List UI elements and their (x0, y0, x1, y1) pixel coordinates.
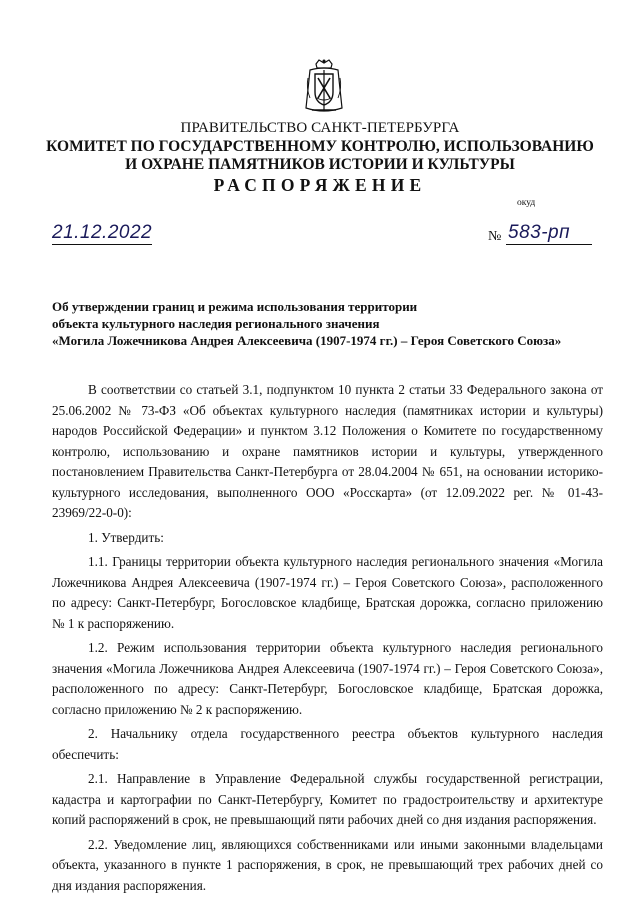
coat-of-arms-icon (302, 58, 346, 116)
document-body (52, 380, 603, 900)
subject-line: объекта культурного наследия регионального значения (52, 316, 380, 331)
subject-line: Об утверждении границ и режима использования территории (52, 299, 418, 314)
body-paragraph: 2.1. Направление в Управление Федеральной службы государственной регистрации, кадастра и картографии по Санкт-Петербургу, Комитет по градостроительству и архитектуре копий распоряжений в срок, не превышающий пяти рабочих дней со дня издания распоряжения. (52, 771, 603, 827)
committee-name-line1: КОМИТЕТ ПО ГОСУДАРСТВЕННОМУ КОНТРОЛЮ, ИСПОЛЬЗОВАНИЮ (46, 138, 594, 155)
subject-line: «Могила Ложечникова Андрея Алексеевича (1907-1974 гг.) – Героя Советского Союза» (52, 333, 562, 348)
body-paragraph: В соответствии со статьей 3.1, подпунктом 10 пункта 2 статьи 33 Федерального закона от 25.06.2002 № 73-ФЗ «Об объектах культурного наследия (памятниках истории и культуры) народов Российской Федерации» и пунктом 3.12 Положения о Комитете по государственному контролю, использованию и охране памятников истории и культуры, утвержденного постановлением Правительства Санкт-Петербурга от 28.04.2004 № 651, на основании историко-культурного исследования, выполненного ООО «Росскарта» (от 12.09.2022 рег. № 01-43-23969/22-0-0): (52, 382, 603, 520)
document-subject (52, 298, 612, 349)
document-type-title: РАСПОРЯЖЕНИЕ (213, 175, 427, 195)
number-sign: № (488, 229, 502, 244)
date-underline (52, 244, 152, 245)
committee-name-line2: И ОХРАНЕ ПАМЯТНИКОВ ИСТОРИИ И КУЛЬТУРЫ (125, 156, 515, 173)
body-paragraph: 2. Начальнику отдела государственного реестра объектов культурного наследия обеспечить: (52, 726, 603, 762)
body-paragraph: 1.2. Режим использования территории объекта культурного наследия регионального значения «Могила Ложечникова Андрея Алексеевича (1907-1974 гг.) – Героя Советского Союза», расположенного по адресу: Санкт-Петербург, Богословское кладбище, Братская дорожка, согласно приложению № 2 к распоряжению. (52, 640, 603, 717)
document-date: 21.12.2022 (52, 222, 153, 243)
document-number: 583-рп (508, 222, 571, 243)
body-paragraph: 1.1. Границы территории объекта культурного наследия регионального значения «Могила Ложечникова Андрея Алексеевича (1907-1974 гг.) – Героя Советского Союза», расположенного по адресу: Санкт-Петербург, Богословское кладбище, Братская дорожка, согласно приложению № 1 к распоряжению. (52, 554, 603, 631)
body-paragraph: 2.2. Уведомление лиц, являющихся собственниками или иными законными владельцами объекта, указанного в пункте 1 распоряжения, в срок, не превышающий трех рабочих дней со дня издания распоряжения. (52, 836, 603, 893)
government-name: ПРАВИТЕЛЬСТВО САНКТ-ПЕТЕРБУРГА (180, 120, 460, 136)
body-paragraph: 1. Утвердить: (88, 529, 164, 545)
okud-label: окуд (517, 198, 536, 208)
number-underline (506, 244, 592, 245)
